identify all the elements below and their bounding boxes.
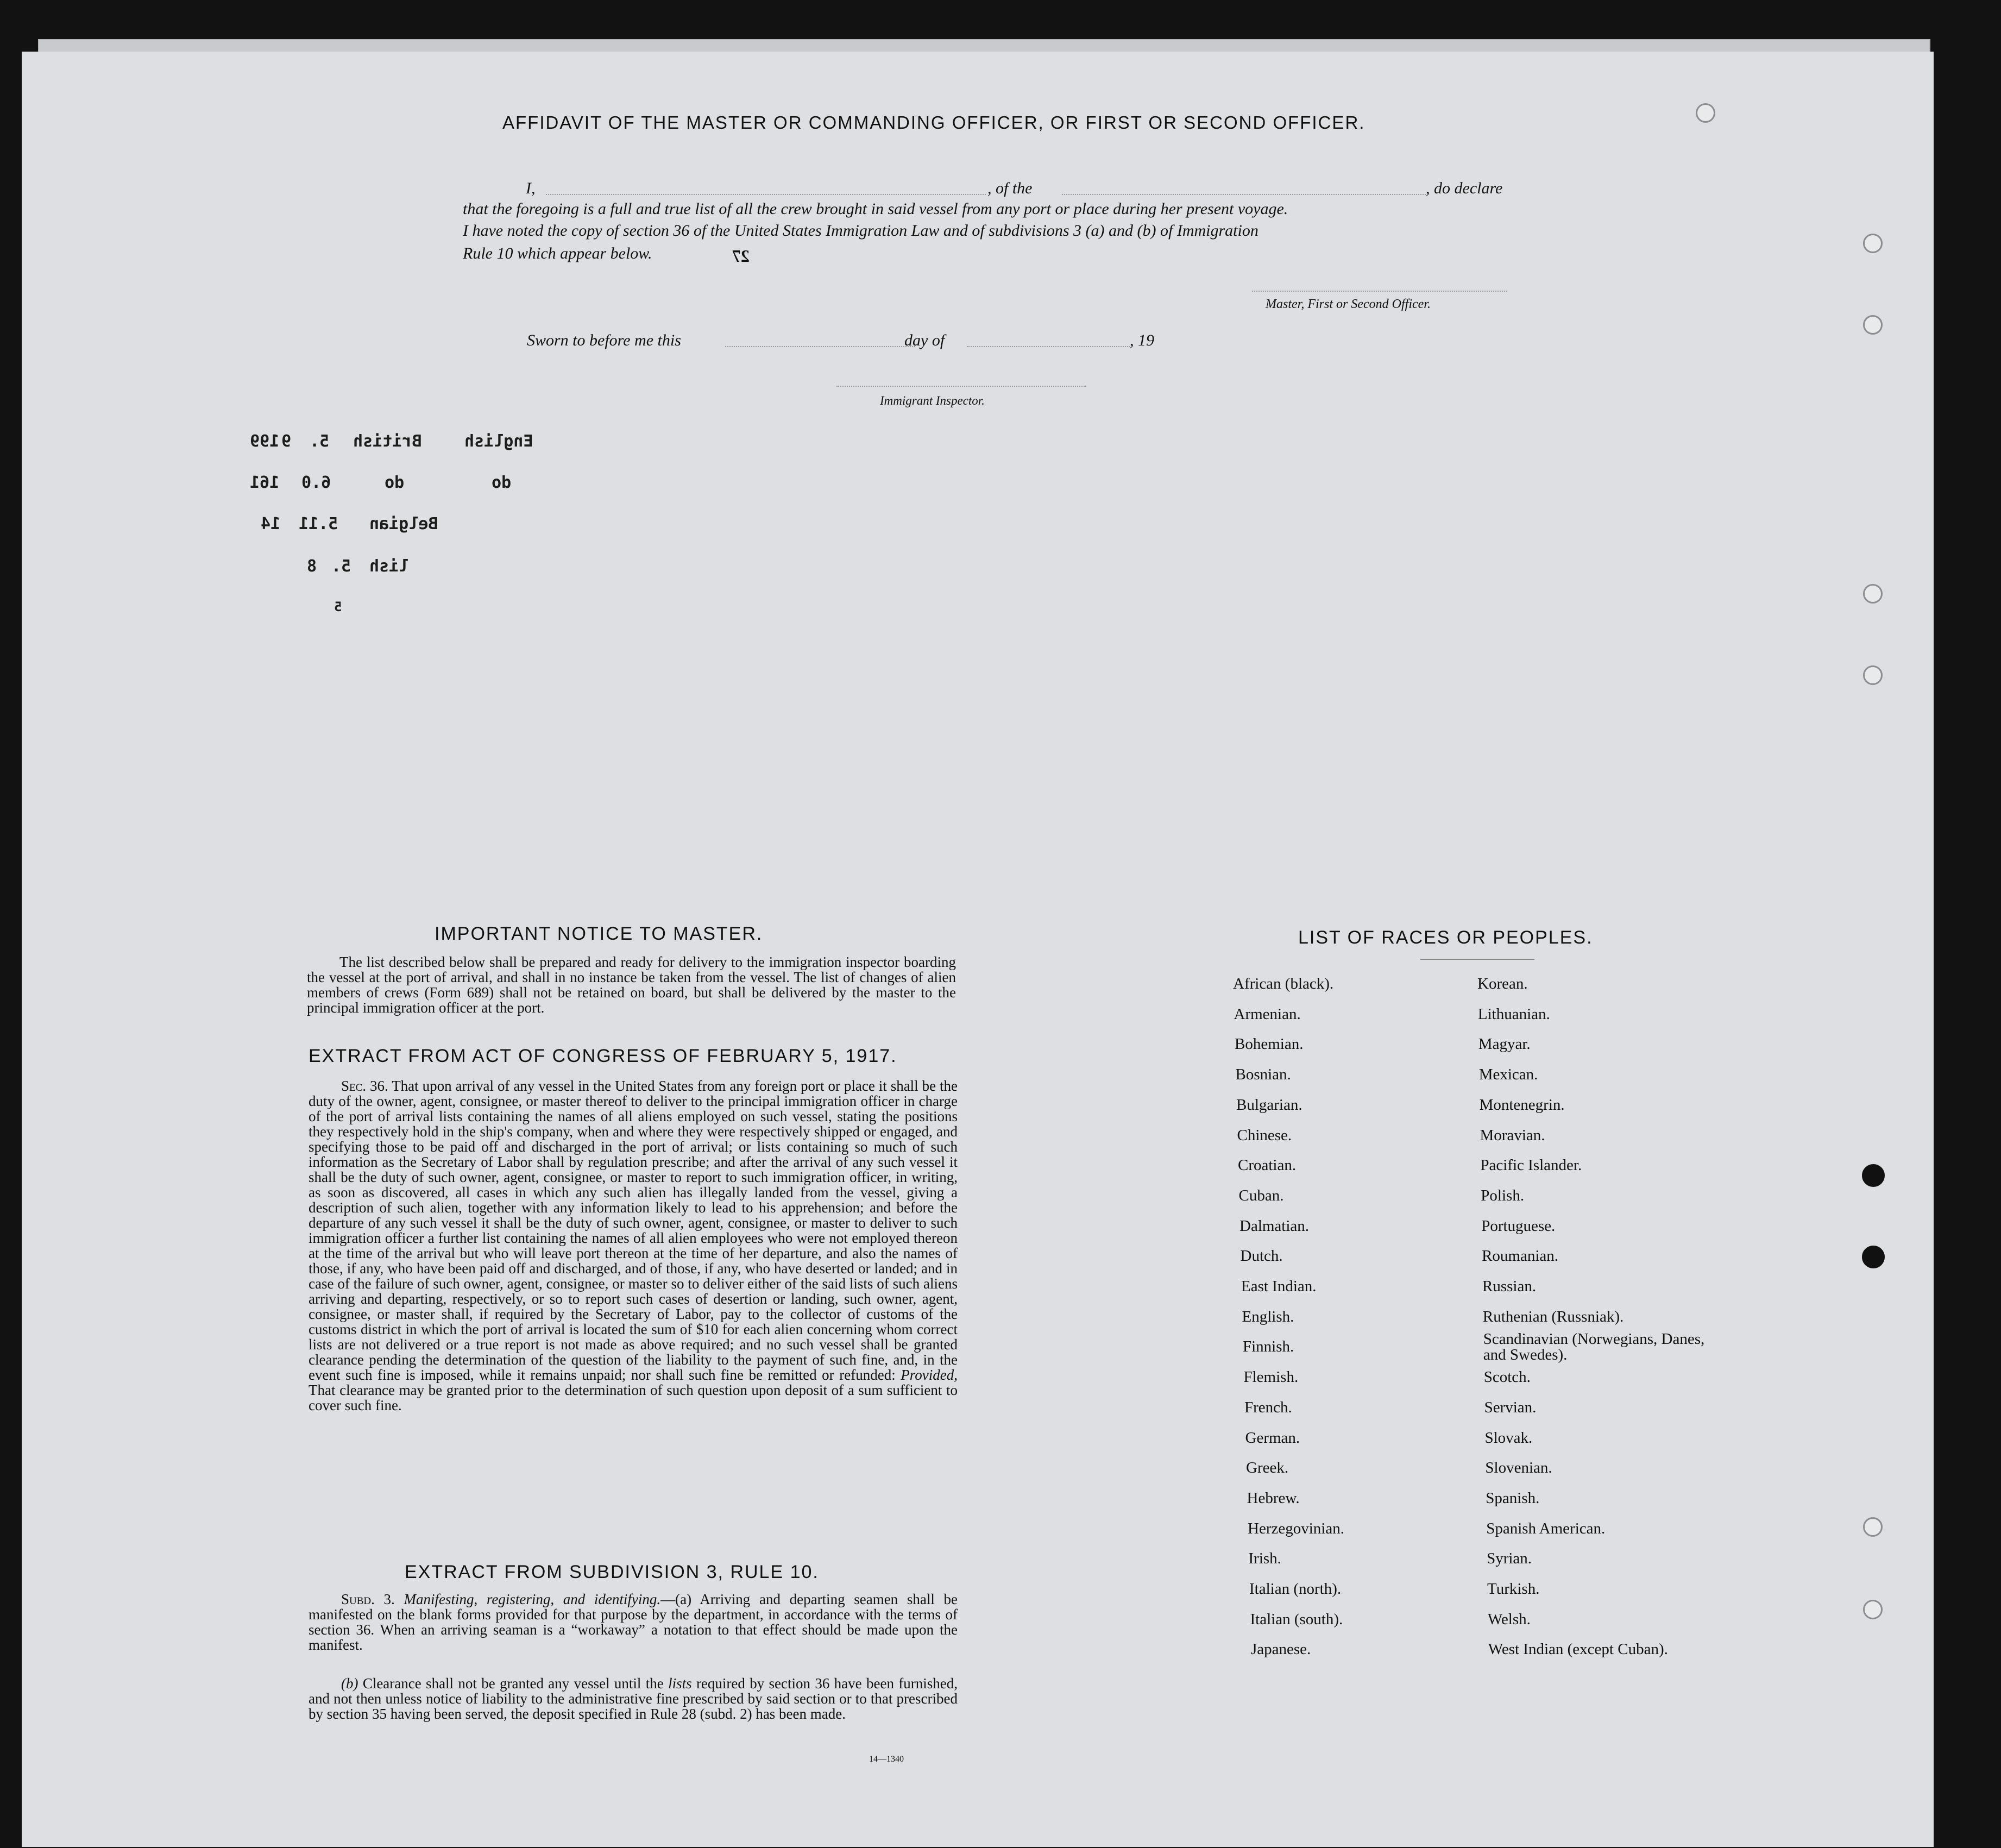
- race-right-item: Scotch.: [1483, 1368, 1531, 1386]
- bleed-row-2-col1: do: [492, 473, 512, 492]
- race-left-item: Japanese.: [1251, 1640, 1311, 1658]
- section-label: Sec. 36.: [341, 1078, 388, 1094]
- vessel-line: [1062, 194, 1426, 195]
- rule-para-b: [309, 1676, 958, 1721]
- race-right-item: Polish.: [1481, 1186, 1525, 1204]
- rule-para-a: [309, 1592, 958, 1652]
- sworn-label: Sworn to before me this: [527, 331, 681, 349]
- race-right-item: Korean.: [1477, 975, 1528, 992]
- binder-hole: [1863, 1600, 1883, 1619]
- race-left-item: Dutch.: [1240, 1247, 1283, 1265]
- race-right-item: Ruthenian (Russniak).: [1482, 1308, 1624, 1325]
- race-left-item: Italian (south).: [1250, 1610, 1343, 1628]
- bleed-row-4-col4: 8: [307, 557, 317, 576]
- bleed-row-1-col3: 5.: [310, 432, 330, 451]
- bleed-row-2-col2: do: [385, 473, 405, 492]
- bleed-row-3-col3: 5.11: [299, 514, 338, 533]
- race-right-item: Pacific Islander.: [1480, 1156, 1582, 1174]
- race-left-item: French.: [1244, 1398, 1292, 1416]
- race-right-item: Spanish.: [1486, 1489, 1540, 1507]
- race-left-item: East Indian.: [1241, 1278, 1317, 1295]
- of-the-label: , of the: [987, 179, 1033, 197]
- race-right-item: Syrian.: [1487, 1550, 1532, 1568]
- race-left-item: Hebrew.: [1247, 1489, 1300, 1507]
- bleed-row-1-col1: English: [464, 432, 533, 451]
- race-left-item: Greek.: [1246, 1459, 1289, 1477]
- section-text: That upon arrival of any vessel in the United States from any foreign port or place it shall be the duty of the owner, agent, consignee, or master thereof to deliver to the principal immigration officer in charge of the port of arrival lists containing the names of all aliens employed on such vessel, stating the positions they respectively hold in the ship's company, when and where they were respectively shipped or engaged, and specifying those to be paid off and discharged in the port of arrival; or lists containing so much of such information as the Secretary of Labor shall by regulation prescribe; and after the arrival of any such vessel it shall be the duty of such owner, agent, consignee, or master to report to such immigration officer, in writing, as soon as discovered, all cases in which any such alien has illegally landed from the vessel, giving a description of such alien, together with any information likely to lead to his apprehension; and before the departure of any such vessel it shall be the duty of such owner, agent, consignee, or master to deliver to such immigration officer a further list containing the names of all alien employees who were not employed thereon at the time of the arrival but who will leave port thereon at the time of her departure, and also the names of those, if any, who have been paid off and discharged, and of those, if any, who have deserted or landed; and in case of the failure of such owner, agent, consignee, or master so to deliver either of the said lists of such aliens arriving and departing, respectively, or so to report such cases of desertion or landing, such owner, agent, consignee, or master shall, if required by the Secretary of Labor, pay to the collector of customs of the customs district in which the port of arrival is located the sum of $10 for each alien concerning whom correct lists are not delivered or a true report is not made as above required; and no such vessel shall be granted clearance pending the determination of the question of the liability to the payment of such fine, and, in the event such fine is imposed, while it remains unpaid; nor shall such fine be remitted or refunded:: [309, 1078, 958, 1383]
- master-label: Master, First or Second Officer.: [1266, 297, 1431, 311]
- race-right-item: Servian.: [1484, 1398, 1537, 1416]
- para-b-text-1: Clearance shall not be granted any vessel until the: [362, 1675, 664, 1692]
- race-left-item: Cuban.: [1238, 1186, 1284, 1204]
- document-page: [22, 52, 1934, 1847]
- race-left-item: English.: [1242, 1308, 1294, 1325]
- race-right-item: Portuguese.: [1481, 1217, 1556, 1235]
- affidavit-line-3: I have noted the copy of section 36 of the United States Immigration Law and of subdivisions 3 (a) and (b) of Immigration: [463, 222, 1259, 240]
- bleed-row-3-col2: Belgian: [369, 514, 438, 533]
- form-number: 14—1340: [869, 1755, 904, 1764]
- race-left-item: Dalmatian.: [1239, 1217, 1310, 1235]
- act-extract-title: EXTRACT FROM ACT OF CONGRESS OF FEBRUARY 5, 1917.: [309, 1046, 897, 1066]
- binder-hole: [1863, 665, 1883, 685]
- binder-hole: [1863, 234, 1883, 253]
- rule-extract-title: EXTRACT FROM SUBDIVISION 3, RULE 10.: [405, 1562, 819, 1582]
- race-left-item: African (black).: [1233, 975, 1334, 992]
- race-left-item: Armenian.: [1234, 1005, 1301, 1023]
- binder-hole: [1696, 103, 1715, 123]
- signature-line: [1252, 291, 1507, 292]
- race-right-item: Spanish American.: [1486, 1519, 1606, 1537]
- day-of-label: day of: [904, 331, 945, 349]
- do-declare-label: , do declare: [1426, 179, 1503, 197]
- races-title-rule: [1420, 959, 1534, 960]
- name-line: [546, 194, 986, 195]
- race-right-item: Lithuanian.: [1477, 1005, 1550, 1023]
- race-left-item: Finnish.: [1243, 1338, 1294, 1356]
- bleed-row-2-col5: 161: [250, 473, 280, 492]
- binder-hole: [1863, 315, 1883, 335]
- inspector-line: [836, 386, 1086, 387]
- race-right-item: Roumanian.: [1482, 1247, 1559, 1265]
- race-left-item: Chinese.: [1237, 1126, 1292, 1144]
- race-right-item: Russian.: [1482, 1278, 1537, 1295]
- race-right-item: Mexican.: [1478, 1066, 1538, 1084]
- section-text-end: That clearance may be granted prior to the determination of such question upon deposit of a sum sufficient to cover such fine.: [309, 1382, 958, 1413]
- race-left-item: German.: [1245, 1429, 1300, 1447]
- bleed-row-4-col2: lish: [369, 557, 409, 576]
- races-title: LIST OF RACES OR PEOPLES.: [1298, 927, 1593, 948]
- race-right-item: Turkish.: [1487, 1580, 1540, 1598]
- inspector-label: Immigrant Inspector.: [880, 394, 985, 407]
- race-right-item: West Indian (except Cuban).: [1488, 1640, 1668, 1658]
- race-left-item: Croatian.: [1238, 1156, 1297, 1174]
- subd-text-a: —(a) Arriving and departing seamen shall be manifested on the blank forms provided for that purpose by the department, in accordance with the terms of section 36. When an arriving seaman is a “workaway” a notation to that effect should be made upon the manifest.: [309, 1591, 958, 1653]
- bleed-row-3-col5: 14: [261, 514, 281, 533]
- month-line: [967, 346, 1130, 347]
- race-right-item: Slovenian.: [1485, 1459, 1552, 1477]
- day-line: [725, 346, 915, 347]
- bleed-row-1-col5: 199: [250, 432, 280, 451]
- para-b-text-2: required by section 36 have been furnished, and not then unless notice of liability to the administrative fine prescribed by said section or to that prescribed by section 35 having been served, the deposit specified in Rule 28 (subd. 2) has been made.: [309, 1675, 958, 1722]
- bleed-row-4-col3: 5.: [331, 557, 351, 576]
- provided-label: Provided,: [901, 1367, 958, 1383]
- bleed-row-1-col4: 9: [281, 432, 292, 451]
- race-right-item: Scandinavian (Norwegians, Danes, and Swedes).: [1483, 1330, 1705, 1364]
- affidavit-line-2: that the foregoing is a full and true list of all the crew brought in said vessel from any port or place during her present voyage.: [463, 200, 1288, 218]
- para-b-label: (b): [341, 1675, 358, 1692]
- affidavit-title: AFFIDAVIT OF THE MASTER OR COMMANDING OFFICER, OR FIRST OR SECOND OFFICER.: [502, 112, 1366, 133]
- bleed-row-1-col2: British: [353, 432, 422, 451]
- race-right-item: Welsh.: [1487, 1610, 1531, 1628]
- race-right-item: Magyar.: [1478, 1035, 1531, 1053]
- binder-hole: [1863, 1517, 1883, 1537]
- bleed-stamp-mark: 27: [732, 246, 750, 266]
- race-right-item: Slovak.: [1484, 1429, 1533, 1447]
- race-left-item: Bohemian.: [1235, 1035, 1304, 1053]
- binder-hole: [1863, 584, 1883, 604]
- notice-body: The list described below shall be prepared and ready for delivery to the immigration inspector boarding the vessel at the port of arrival, and shall in no instance be taken from the vessel. The list of changes of alien members of crews (Form 689) shall not be retained on board, but shall be delivered by the master to the principal immigration officer at the port.: [307, 954, 956, 1016]
- year-label: , 19: [1130, 331, 1154, 349]
- subd-heading: Manifesting, registering, and identifying.: [404, 1591, 661, 1607]
- para-b-lists: lists: [668, 1675, 692, 1692]
- binder-hole-punched: [1862, 1164, 1885, 1187]
- affidavit-line-4: Rule 10 which appear below.: [463, 244, 652, 262]
- bleed-row-2-col3: 6.0: [301, 473, 331, 492]
- bleed-row-5-col3: 5: [334, 599, 342, 614]
- race-left-item: Bosnian.: [1235, 1066, 1291, 1084]
- race-left-item: Irish.: [1248, 1550, 1281, 1568]
- race-left-item: Flemish.: [1243, 1368, 1299, 1386]
- race-right-item: Montenegrin.: [1479, 1096, 1565, 1114]
- affidavit-i-label: I,: [526, 179, 536, 197]
- race-left-item: Bulgarian.: [1236, 1096, 1302, 1114]
- race-right-item: Moravian.: [1480, 1126, 1545, 1144]
- race-left-item: Italian (north).: [1249, 1580, 1342, 1598]
- race-left-item: Herzegovinian.: [1248, 1519, 1344, 1537]
- subd-label: Subd. 3.: [341, 1591, 395, 1607]
- binder-hole-punched: [1862, 1246, 1885, 1268]
- act-extract-body: [309, 1078, 958, 1413]
- notice-title: IMPORTANT NOTICE TO MASTER.: [435, 923, 763, 944]
